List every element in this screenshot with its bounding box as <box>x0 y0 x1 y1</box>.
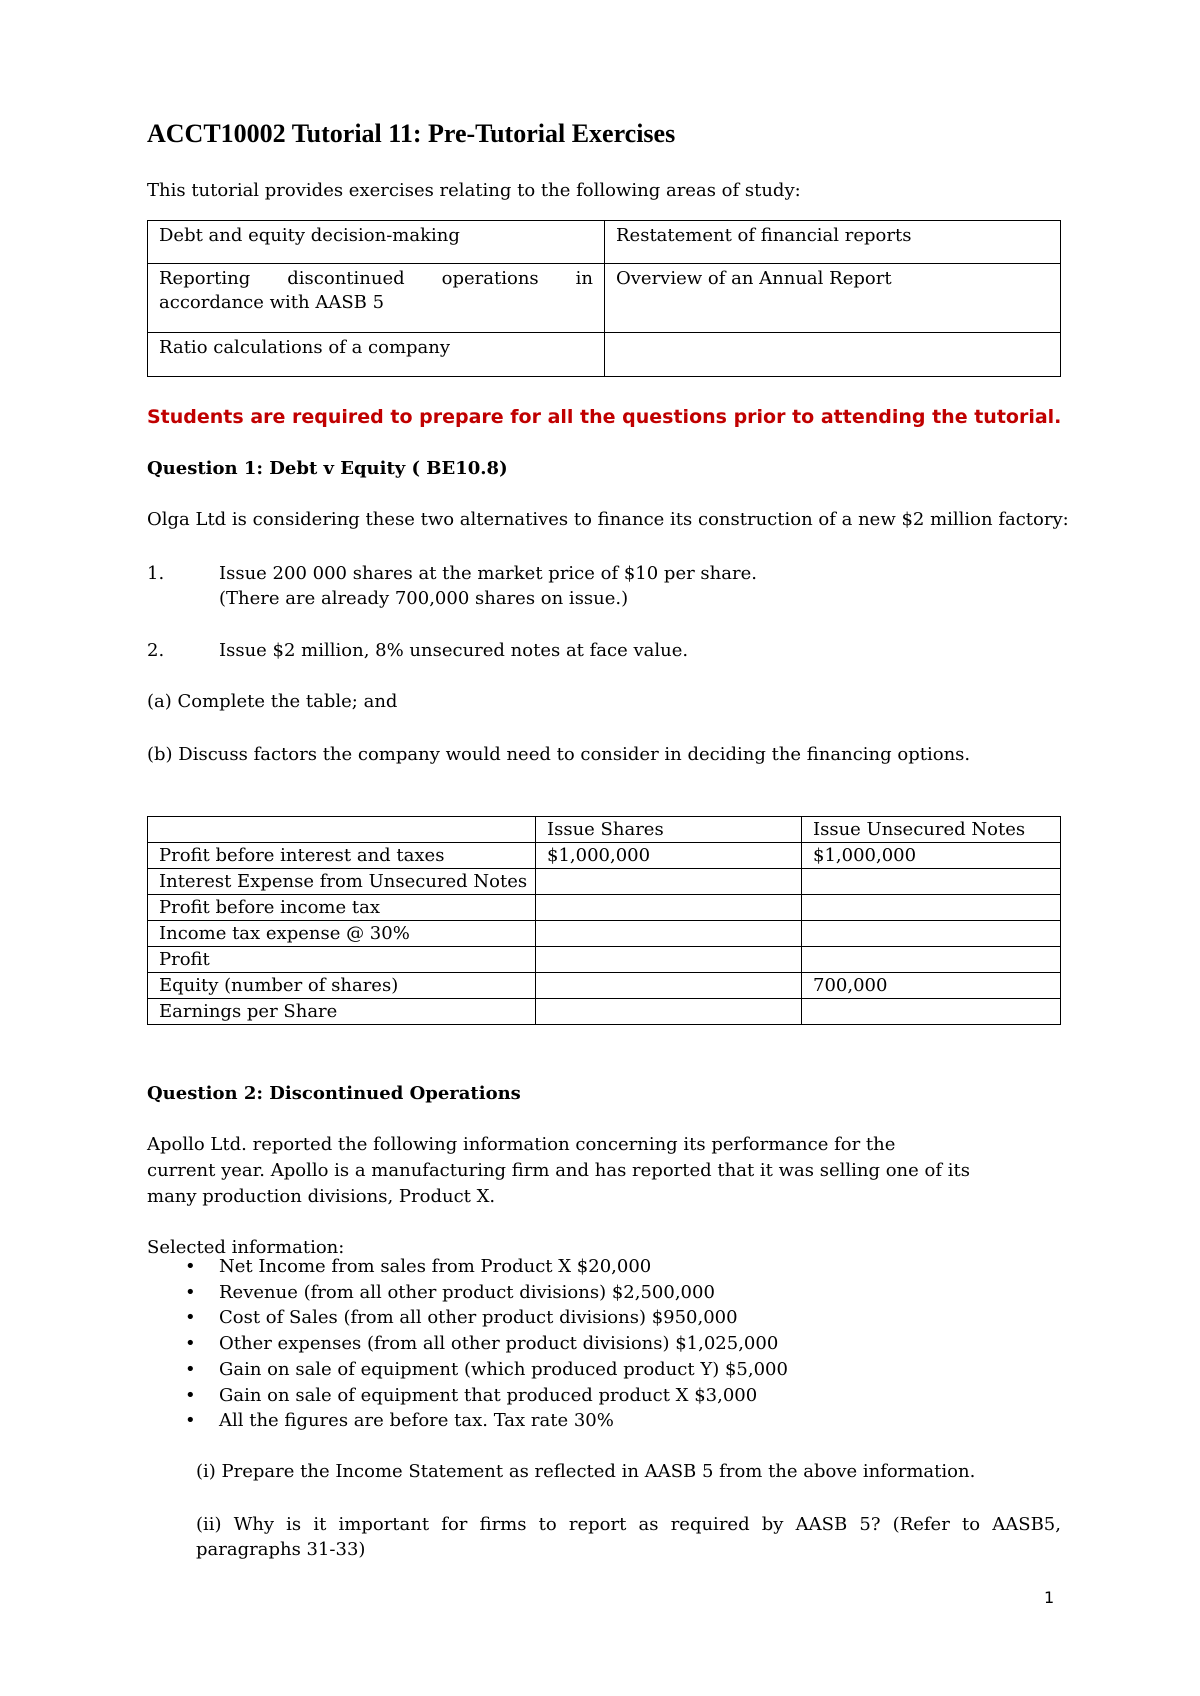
required-notice: Students are required to prepare for all the questions prior to attending the tutorial. <box>147 406 1062 428</box>
topic-word: discontinued <box>287 268 405 289</box>
part-ii-word: important <box>338 1514 430 1535</box>
part-ii-word: 5? <box>859 1514 881 1535</box>
table-cell: Equity (number of shares) <box>148 973 536 999</box>
table-cell: Interest Expense from Unsecured Notes <box>148 869 536 895</box>
alternative-number: 1. <box>147 563 165 584</box>
table-cell: 700,000 <box>802 973 1061 999</box>
part-ii-word: it <box>313 1514 327 1535</box>
part-ii-word: firms <box>479 1514 527 1535</box>
table-cell <box>536 947 802 973</box>
page-title: ACCT10002 Tutorial 11: Pre-Tutorial Exercises <box>147 119 676 148</box>
topics-table <box>147 220 1061 377</box>
table-row <box>148 947 1061 973</box>
table-cell <box>802 869 1061 895</box>
alternative-number: 2. <box>147 640 165 661</box>
part-ii-word: Why <box>233 1514 274 1535</box>
table-row <box>148 843 1061 869</box>
question2-paragraph-line: current year. Apollo is a manufacturing firm and has reported that it was selling one of its <box>147 1160 970 1181</box>
alternative-text: (There are already 700,000 shares on issue.) <box>219 588 629 609</box>
table-row <box>148 895 1061 921</box>
topic-cell: Ratio calculations of a company <box>148 333 605 377</box>
table-cell: Income tax expense @ 30% <box>148 921 536 947</box>
list-item: • Gain on sale of equipment (which produced product Y) $5,000 <box>185 1357 788 1383</box>
financing-table <box>147 816 1061 1025</box>
part-ii-word: AASB5, <box>992 1514 1061 1535</box>
topic-word: Reporting <box>159 268 251 289</box>
question2-paragraph-line: many production divisions, Product X. <box>147 1186 496 1207</box>
table-header-row <box>148 817 1061 843</box>
part-i-text: (i) Prepare the Income Statement as reflected in AASB 5 from the above information. <box>196 1461 976 1482</box>
table-cell <box>536 973 802 999</box>
part-ii-word: as <box>638 1514 659 1535</box>
question1-heading: Question 1: Debt v Equity ( BE10.8) <box>147 458 508 479</box>
topic-justified-line <box>159 267 593 291</box>
table-cell <box>802 921 1061 947</box>
table-row <box>148 973 1061 999</box>
table-cell <box>536 869 802 895</box>
part-ii-word: by <box>761 1514 784 1535</box>
table-header: Issue Shares <box>536 817 802 843</box>
selected-information-label: Selected information: <box>147 1237 345 1258</box>
list-item: • Gain on sale of equipment that produced product X $3,000 <box>185 1383 788 1409</box>
topic-word: operations <box>441 268 539 289</box>
list-item: • Net Income from sales from Product X $20,000 <box>185 1254 788 1280</box>
list-item: • Other expenses (from all other product divisions) $1,025,000 <box>185 1331 788 1357</box>
part-ii-justified-line <box>196 1513 1061 1537</box>
part-ii-word: is <box>286 1514 302 1535</box>
table-cell <box>536 895 802 921</box>
topic-cell: Restatement of financial reports <box>605 221 1061 264</box>
selected-information-list <box>185 1254 788 1434</box>
table-cell <box>536 999 802 1025</box>
topics-row <box>148 264 1061 333</box>
table-cell <box>536 921 802 947</box>
table-row <box>148 921 1061 947</box>
part-ii-word: (Refer <box>892 1514 950 1535</box>
topic-line: accordance with AASB 5 <box>159 292 385 313</box>
part-ii-word: to <box>962 1514 981 1535</box>
part-b-text: (b) Discuss factors the company would need to consider in deciding the financing options. <box>147 744 971 765</box>
table-cell: Earnings per Share <box>148 999 536 1025</box>
table-cell: Profit before interest and taxes <box>148 843 536 869</box>
topics-row <box>148 333 1061 377</box>
table-cell: Profit <box>148 947 536 973</box>
part-ii-word: required <box>670 1514 750 1535</box>
part-ii-line: paragraphs 31-33) <box>196 1539 366 1560</box>
list-item: • Revenue (from all other product divisions) $2,500,000 <box>185 1280 788 1306</box>
topic-cell <box>148 264 605 333</box>
part-ii-word: (ii) <box>196 1514 222 1535</box>
table-cell <box>802 895 1061 921</box>
table-cell: $1,000,000 <box>802 843 1061 869</box>
topic-cell: Overview of an Annual Report <box>605 264 1061 333</box>
table-header: Issue Unsecured Notes <box>802 817 1061 843</box>
alternative-text: Issue $2 million, 8% unsecured notes at face value. <box>219 640 689 661</box>
alternative-text: Issue 200 000 shares at the market price of $10 per share. <box>219 563 757 584</box>
part-ii-word: for <box>441 1514 468 1535</box>
table-row <box>148 869 1061 895</box>
table-cell <box>802 947 1061 973</box>
table-header <box>148 817 536 843</box>
part-a-text: (a) Complete the table; and <box>147 691 398 712</box>
table-cell: $1,000,000 <box>536 843 802 869</box>
intro-text: This tutorial provides exercises relating to the following areas of study: <box>147 180 801 201</box>
table-cell: Profit before income tax <box>148 895 536 921</box>
question2-heading: Question 2: Discontinued Operations <box>147 1083 521 1104</box>
list-item: • All the figures are before tax. Tax rate 30% <box>185 1408 788 1434</box>
question2-paragraph-line: Apollo Ltd. reported the following information concerning its performance for the <box>147 1134 896 1155</box>
table-row <box>148 999 1061 1025</box>
topic-cell <box>605 333 1061 377</box>
part-ii-word: report <box>568 1514 627 1535</box>
part-ii-word: AASB <box>795 1514 848 1535</box>
topic-word: in <box>575 268 593 289</box>
table-cell <box>802 999 1061 1025</box>
part-ii-word: to <box>538 1514 557 1535</box>
page-number: 1 <box>1044 1588 1055 1607</box>
topics-row <box>148 221 1061 264</box>
topic-cell: Debt and equity decision-making <box>148 221 605 264</box>
question1-intro: Olga Ltd is considering these two alternatives to finance its construction of a new $2 million factory: <box>147 509 1069 530</box>
list-item: • Cost of Sales (from all other product divisions) $950,000 <box>185 1305 788 1331</box>
